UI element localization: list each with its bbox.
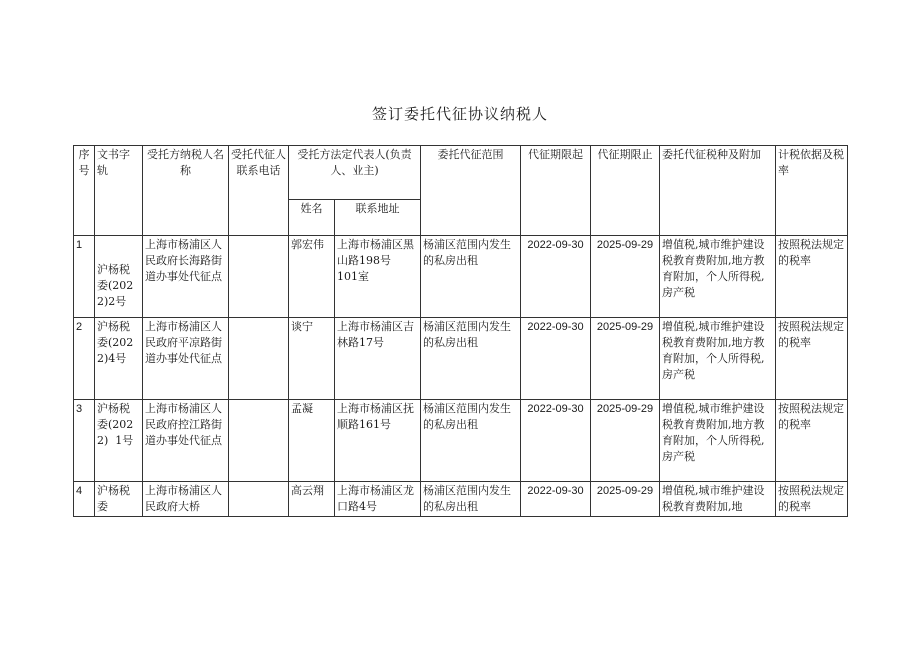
- header-end: 代征期限止: [591, 146, 660, 236]
- header-agent-phone: 受托代征人联系电话: [229, 146, 289, 236]
- cell-taxes: 增值税,城市维护建设税教育费附加,地方教育附加，个人所得税,房产税: [660, 400, 776, 482]
- header-start: 代征期限起: [521, 146, 591, 236]
- cell-doc-no: 沪杨税委(2022) 1号: [95, 400, 143, 482]
- cell-taxes: 增值税,城市维护建设税教育费附加,地方教育附加，个人所得税,房产税: [660, 318, 776, 400]
- header-scope: 委托代征范围: [421, 146, 521, 236]
- taxpayer-table: [73, 145, 848, 517]
- table-row: [74, 400, 848, 482]
- header-name: 姓名: [289, 200, 335, 236]
- cell-address: 上海市杨浦区黑山路198号 101室: [335, 236, 421, 318]
- cell-scope: 杨浦区范围内发生的私房出租: [421, 482, 521, 517]
- cell-doc-no: 沪杨税委(2022)2号: [95, 236, 143, 318]
- cell-taxes: 增值税,城市维护建设税教育费附加,地方教育附加，个人所得税,房产税: [660, 236, 776, 318]
- cell-taxpayer: 上海市杨浦区人民政府控江路街道办事处代征点: [143, 400, 229, 482]
- cell-doc-no: 沪杨税委(2022)4号: [95, 318, 143, 400]
- cell-phone: [229, 482, 289, 517]
- cell-address: 上海市杨浦区抚顺路161号: [335, 400, 421, 482]
- cell-start: 2022-09-30: [521, 482, 591, 517]
- cell-phone: [229, 400, 289, 482]
- cell-start: 2022-09-30: [521, 318, 591, 400]
- cell-end: 2025-09-29: [591, 400, 660, 482]
- cell-end: 2025-09-29: [591, 236, 660, 318]
- cell-address: 上海市杨浦区吉林路17号: [335, 318, 421, 400]
- cell-doc-no: 沪杨税委: [95, 482, 143, 517]
- cell-start: 2022-09-30: [521, 400, 591, 482]
- cell-address: 上海市杨浦区龙口路4号: [335, 482, 421, 517]
- cell-basis: 按照税法规定的税率: [776, 400, 848, 482]
- header-legal-rep: 受托方法定代表人(负责人、业主): [289, 146, 421, 200]
- header-taxpayer: 受托方纳税人名称: [143, 146, 229, 236]
- cell-end: 2025-09-29: [591, 482, 660, 517]
- page-title: 签订委托代征协议纳税人: [371, 105, 548, 123]
- cell-seq: 2: [74, 318, 95, 400]
- header-basis: 计税依据及税率: [776, 146, 848, 236]
- cell-basis: 按照税法规定的税率: [776, 482, 848, 517]
- cell-seq: 4: [74, 482, 95, 517]
- cell-basis: 按照税法规定的税率: [776, 236, 848, 318]
- header-taxes: 委托代征税种及附加: [660, 146, 776, 236]
- cell-basis: 按照税法规定的税率: [776, 318, 848, 400]
- cell-name: 谈宁: [289, 318, 335, 400]
- cell-name: 孟凝: [289, 400, 335, 482]
- cell-seq: 3: [74, 400, 95, 482]
- cell-scope: 杨浦区范围内发生的私房出租: [421, 236, 521, 318]
- cell-name: 郭宏伟: [289, 236, 335, 318]
- header-address: 联系地址: [335, 200, 421, 236]
- table-header-row: [74, 146, 848, 200]
- cell-end: 2025-09-29: [591, 318, 660, 400]
- cell-taxpayer: 上海市杨浦区人民政府大桥: [143, 482, 229, 517]
- header-seq: 序号: [74, 146, 95, 236]
- cell-phone: [229, 236, 289, 318]
- cell-taxpayer: 上海市杨浦区人民政府长海路街道办事处代征点: [143, 236, 229, 318]
- cell-start: 2022-09-30: [521, 236, 591, 318]
- cell-scope: 杨浦区范围内发生的私房出租: [421, 400, 521, 482]
- cell-phone: [229, 318, 289, 400]
- header-doc-no: 文书字轨: [95, 146, 143, 236]
- cell-scope: 杨浦区范围内发生的私房出租: [421, 318, 521, 400]
- cell-taxes: 增值税,城市维护建设税教育费附加,地: [660, 482, 776, 517]
- cell-taxpayer: 上海市杨浦区人民政府平凉路街道办事处代征点: [143, 318, 229, 400]
- table-row: [74, 236, 848, 318]
- table-row: [74, 318, 848, 400]
- table-row: [74, 482, 848, 517]
- cell-name: 高云翔: [289, 482, 335, 517]
- cell-seq: 1: [74, 236, 95, 318]
